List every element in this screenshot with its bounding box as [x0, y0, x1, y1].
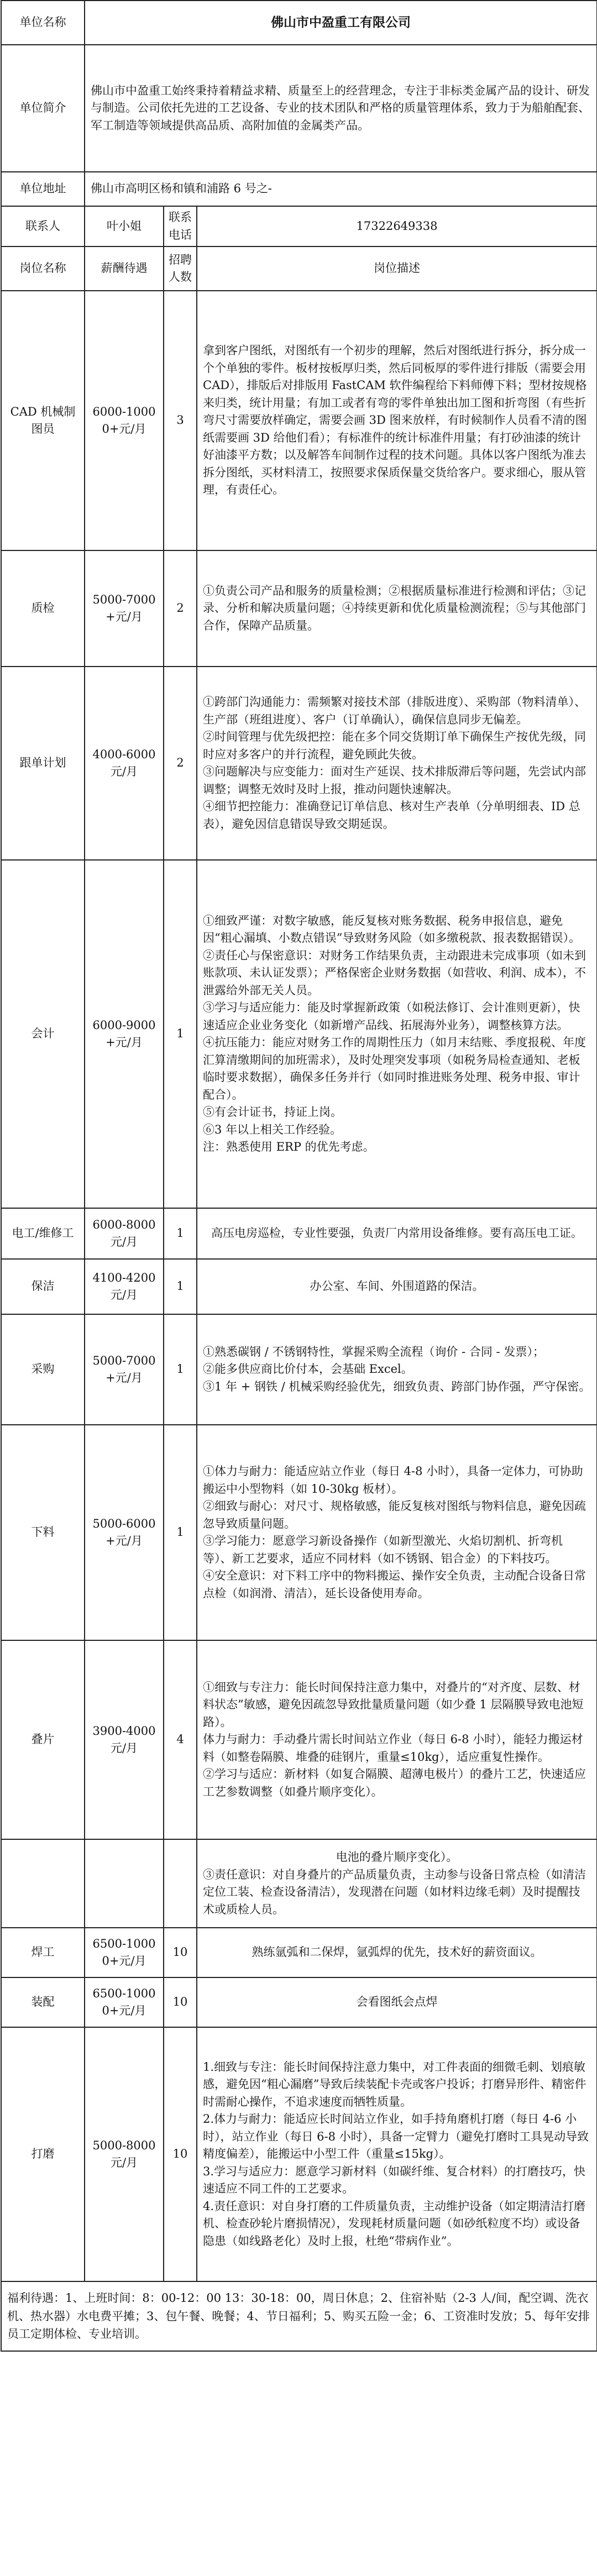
job-description	[197, 2027, 597, 2281]
job-title: 叠片	[1, 1640, 85, 1839]
job-description-line: ⑥3 年以上相关工作经验。	[203, 1122, 342, 1136]
job-count: 2	[164, 550, 197, 667]
job-row	[1, 1208, 597, 1259]
job-count: 1	[164, 1425, 197, 1640]
job-description-line: ③问题解决与应变能力：面对生产延误、技术排版滞后等问题，先尝试内部调整；调整无效时及时上报，推动问题快速解决。	[203, 765, 586, 796]
company-name: 佛山市中盈重工有限公司	[85, 1, 597, 45]
job-description-line: ②学习与适应：新材料（如复合隔膜、超薄电极片）的叠片工艺，快速适应工艺参数调整（如叠片顺序变化）。	[203, 1767, 586, 1798]
job-salary: 5000-7000+元/月	[85, 550, 164, 667]
job-description-line: 1.细致与专注：能长时间保持注意力集中，对工件表面的细微毛刺、划痕敏感，避免因“粗心漏磨”导致后续装配卡壳或客户投诉；打磨异形件、精密件时需耐心操作，不追求速度而牺牲质量。	[203, 2060, 586, 2108]
job-description-line: ③1 年 + 钢铁 / 机械采购经验优先，细致负责、跨部门协作强，严守保密。	[203, 1379, 591, 1393]
contact-row	[1, 206, 597, 246]
company-address: 佛山市高明区杨和镇和浦路 6 号之-	[85, 172, 597, 206]
company-name-label: 单位名称	[1, 1, 85, 45]
job-salary: 6000-8000元/月	[85, 1208, 164, 1259]
job-title: 打磨	[1, 2027, 85, 2281]
job-title: 电工/维修工	[1, 1208, 85, 1259]
continuation-empty-2	[85, 1839, 164, 1928]
job-row	[1, 1259, 597, 1314]
job-description-line: 拿到客户图纸，对图纸有一个初步的理解，然后对图纸进行拆分，拆分成一个个单独的零件。板材按板厚归类，然后同板厚的零件进行排版（需要会用 CAD），排版后对排版用 FastCAM 软件编程给下料师傅下料；型材按规格来归类，统计用量；有加工或者有弯的零件单独出加工图和折弯图（有些折弯尺寸需要放样确定，需要会画 3D 图来放样，有时候制作人员看不清的图纸需要画 3D 给他们看）；有标准件的统计标准件用量；有打砂油漆的统计好油漆平方数；以及解答车间制作过程的技术问题。具体以客户图纸为准去拆分图纸，买材料清工，按照要求保质保量交货给客户。要求细心，服从管理，有责任心。	[203, 344, 587, 497]
job-row	[1, 1977, 597, 2027]
job-description-line: ④安全意识：对下料工序中的物料搬运、操作安全负责，主动配合设备日常点检（如润滑、清洁），延长设备使用寿命。	[203, 1569, 586, 1600]
company-intro-row	[1, 45, 597, 172]
job-count: 1	[164, 860, 197, 1208]
job-salary: 6000-9000+元/月	[85, 860, 164, 1208]
job-title: 跟单计划	[1, 667, 85, 860]
phone-label: 联系电话	[164, 206, 197, 246]
job-title: 质检	[1, 550, 85, 667]
job-description-line: 体力与耐力：手动叠片需长时间站立作业（每日 6-8 小时），能轻力搬运材料（如整卷隔膜、堆叠的硅钢片，重量≤10kg），适应重复性操作。	[203, 1733, 583, 1764]
continuation-description	[197, 1839, 597, 1928]
job-description	[197, 1425, 597, 1640]
job-description-line: 2.体力与耐力：能适应长时间站立作业，如手持角磨机打磨（每日 4-6 小时），站立作业（每日 6-8 小时），具备一定臂力（避免打磨时工具晃动导致精度偏差），能搬运中小型工件（重量≤15kg）。	[203, 2112, 589, 2161]
job-row	[1, 550, 597, 667]
job-count: 3	[164, 291, 197, 550]
job-description	[197, 1314, 597, 1425]
continuation-row	[1, 1839, 597, 1928]
job-description-line: 办公室、车间、外围道路的保洁。	[310, 1279, 484, 1293]
job-row	[1, 1425, 597, 1640]
job-count: 1	[164, 1259, 197, 1314]
job-description-line: ①细致与专注力：能长时间保持注意力集中，对叠片的“对齐度、层数、材料状态”敏感，避免因疏忽导致批量质量问题（如少叠 1 层隔膜导致电池短路）。	[203, 1680, 584, 1729]
contact-label: 联系人	[1, 206, 85, 246]
job-title: 焊工	[1, 1928, 85, 1977]
job-row	[1, 667, 597, 860]
continuation-line: 电池的叠片顺序变化）。	[336, 1850, 458, 1864]
job-salary: 3900-4000元/月	[85, 1640, 164, 1839]
job-salary: 4100-4200元/月	[85, 1259, 164, 1314]
contact-person: 叶小姐	[85, 206, 164, 246]
job-description-line: ④细节把控能力：准确登记订单信息、核对生产表单（分单明细表、ID 总表），避免因信息错误导致交期延误。	[203, 800, 580, 831]
phone-number: 17322649338	[197, 206, 597, 246]
job-description	[197, 667, 597, 860]
job-description-line: ①细致严谨：对数字敏感，能反复核对账务数据、税务申报信息，避免因“粗心漏填、小数点错误”导致财务风险（如多缴税款、报表数据错误）。	[203, 914, 580, 945]
job-description-line: ②细致与耐心：对尺寸、规格敏感，能反复核对图纸与物料信息，避免因疏忽导致质量问题。	[203, 1499, 586, 1530]
job-title: 会计	[1, 860, 85, 1208]
job-salary: 6000-10000+元/月	[85, 291, 164, 550]
job-description-line: 熟练氩弧和二保焊，氩弧焊的优先，技术好的薪资面议。	[252, 1945, 542, 1959]
job-description	[197, 1977, 597, 2027]
job-description-line: 高压电房巡检，专业性要强，负责厂内常用设备维修。要有高压电工证。	[211, 1226, 583, 1240]
job-description-line: ①体力与耐力：能适应站立作业（每日 4-8 小时），具备一定体力，可协助搬运中小型物料（如 10-30kg 板材）。	[203, 1465, 583, 1496]
job-description-line: 3.学习与适应力：愿意学习新材料（如碳纤维、复合材料）的打磨技巧，快速适应不同工件的工艺要求。	[203, 2164, 586, 2196]
company-name-row	[1, 1, 597, 45]
job-count: 10	[164, 1928, 197, 1977]
job-description-line: ①负责公司产品和服务的质量检测；②根据质量标准进行检测和评估；③记录、分析和解决质量问题；④持续更新和优化质量检测流程；⑤与其他部门合作，保障产品质量。	[203, 584, 586, 632]
job-description	[197, 1259, 597, 1314]
job-description	[197, 1928, 597, 1977]
job-title: 采购	[1, 1314, 85, 1425]
continuation-empty-3	[164, 1839, 197, 1928]
job-salary: 6500-10000+元/月	[85, 1928, 164, 1977]
header-count: 招聘人数	[164, 246, 197, 291]
job-count: 4	[164, 1640, 197, 1839]
header-position: 岗位名称	[1, 246, 85, 291]
job-description-line: 4.责任意识：对自身打磨的工件质量负责，主动维护设备（如定期清洁打磨机、检查砂轮片磨损情况），发现耗材质量问题（如砂纸粒度不均）或设备隐患（如线路老化）及时上报，杜绝“带病作业”。	[203, 2199, 586, 2248]
job-title: CAD 机械制图员	[1, 291, 85, 550]
job-row	[1, 860, 597, 1208]
job-title: 保洁	[1, 1259, 85, 1314]
continuation-line: ③责任意识：对自身叠片的产品质量负责，主动参与设备日常点检（如清洁定位工装、检查设备清洁），发现潜在问题（如材料边缘毛刺）及时提醒技术或质检人员。	[203, 1867, 586, 1916]
job-description-line: 会看图纸会点焊	[356, 1995, 438, 2009]
job-row	[1, 1314, 597, 1425]
job-count: 10	[164, 2027, 197, 2281]
job-description	[197, 550, 597, 667]
job-salary: 6500-10000+元/月	[85, 1977, 164, 2027]
welfare-row	[1, 2281, 597, 2351]
job-description	[197, 1640, 597, 1839]
job-description-line: ⑤有会计证书，持证上岗。	[203, 1105, 342, 1119]
header-row	[1, 246, 597, 291]
jobs-list	[1, 291, 597, 1839]
job-count: 1	[164, 1208, 197, 1259]
job-count: 2	[164, 667, 197, 860]
recruitment-table	[1, 0, 597, 2352]
job-row	[1, 1640, 597, 1839]
job-row	[1, 2027, 597, 2281]
job-description	[197, 291, 597, 550]
job-row	[1, 291, 597, 550]
job-description-line: ②时间管理与优先级把控：能在多个同交货期订单下确保生产按优先级，同时应对多客户的并行流程，避免顾此失彼。	[203, 730, 586, 761]
company-intro: 佛山市中盈重工始终秉持着精益求精、质量至上的经营理念，专注于非标类金属产品的设计、研发与制造。公司依托先进的工艺设备、专业的技术团队和严格的质量管理体系，致力于为船舶配套、军工制造等领域提供高品质、高附加值的金属类产品。	[85, 45, 597, 172]
company-intro-label: 单位简介	[1, 45, 85, 172]
job-description-line: ④抗压能力：能应对财务工作的周期性压力（如月末结账、季度报税、年度汇算清缴期间的加班需求），及时处理突发事项（如税务局检查通知、老板临时要求数据），确保多任务并行（如同时推进账务处理、税务申报、审计配合）。	[203, 1036, 586, 1101]
job-salary: 5000-8000元/月	[85, 2027, 164, 2281]
job-description-line: ③学习与适应能力：能及时掌握新政策（如税法修订、会计准则更新），快速适应企业业务变化（如新增产品线、拓展海外业务），调整核算方法。	[203, 1001, 580, 1032]
welfare-text: 福利待遇：1、上班时间：8：00-12：00 13：30-18：00，周日休息；2、住宿补贴（2-3 人/间，配空调、洗衣机、热水器）水电费平摊；3、包午餐、晚餐；4、节日福利；5、购买五险一金；6、工资准时发放；5、每年安排员工定期体检、专业培训。	[1, 2281, 597, 2351]
job-description-line: ①熟悉碳钢 / 不锈钢特性，掌握采购全流程（询价 - 合同 - 发票）；	[203, 1345, 544, 1358]
job-row	[1, 1928, 597, 1977]
job-count: 1	[164, 1314, 197, 1425]
job-description	[197, 860, 597, 1208]
job-description-line: 注：熟悉使用 ERP 的优先考虑。	[203, 1140, 375, 1153]
job-title: 下料	[1, 1425, 85, 1640]
job-description-line: ②能多供应商比价付本，会基础 Excel。	[203, 1362, 413, 1376]
job-count: 10	[164, 1977, 197, 2027]
job-description-line: ②责任心与保密意识：对财务工作结果负责，主动跟进未完成事项（如未到账款项、未认证发票）；严格保密企业财务数据（如营收、利润、成本），不泄露给外部无关人员。	[203, 948, 586, 997]
job-title: 装配	[1, 1977, 85, 2027]
header-description: 岗位描述	[197, 246, 597, 291]
header-salary: 薪酬待遇	[85, 246, 164, 291]
job-salary: 5000-7000+元/月	[85, 1314, 164, 1425]
company-address-row	[1, 172, 597, 206]
job-salary: 4000-6000元/月	[85, 667, 164, 860]
job-description-line: ③学习能力：愿意学习新设备操作（如新型激光、火焰切割机、折弯机等）、新工艺要求，适应不同材料（如不锈钢、铝合金）的下料技巧。	[203, 1534, 563, 1565]
company-address-label: 单位地址	[1, 172, 85, 206]
job-description-line: ①跨部门沟通能力：需频繁对接技术部（排版进度）、采购部（物料清单）、生产部（班组进度）、客户（订单确认），确保信息同步无偏差。	[203, 695, 586, 726]
job-description	[197, 1208, 597, 1259]
jobs-list-2	[1, 1928, 597, 2281]
job-salary: 5000-6000+元/月	[85, 1425, 164, 1640]
continuation-empty-1	[1, 1839, 85, 1928]
